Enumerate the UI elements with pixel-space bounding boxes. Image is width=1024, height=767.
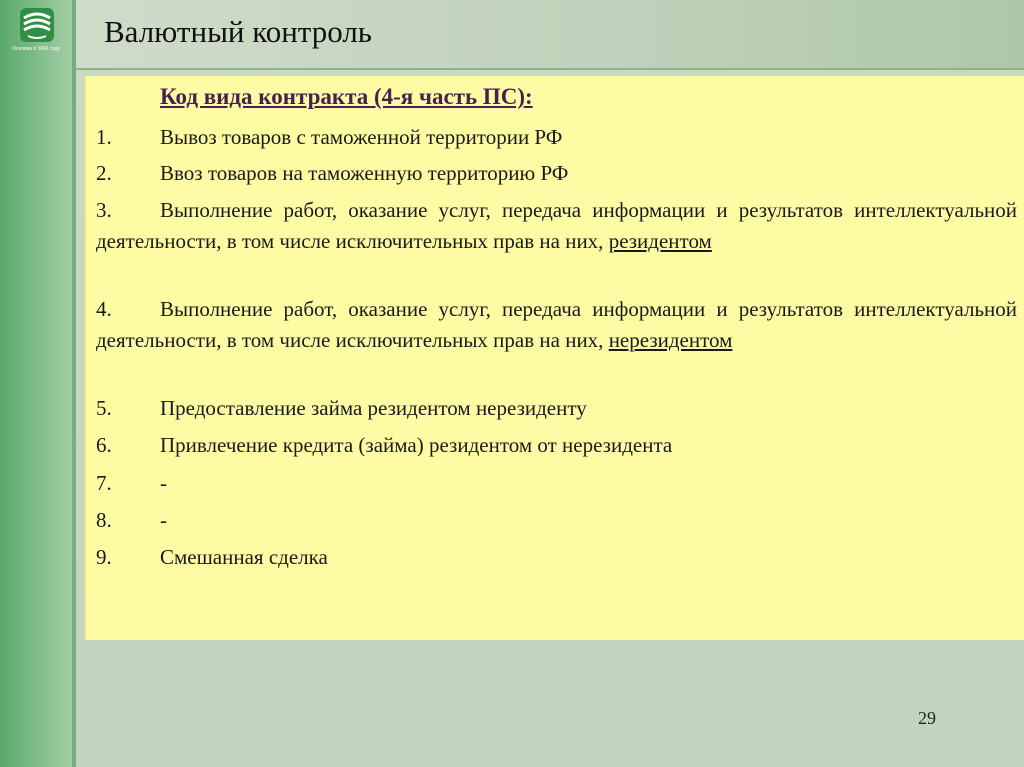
item-text: Предоставление займа резидентом нерезиденту [160,396,587,420]
item-text: Ввоз товаров на таможенную территорию РФ [160,161,569,185]
list-item [96,542,1017,573]
list-item [96,294,1017,356]
item-emphasis: резидентом [608,229,712,253]
item-number: 8. [96,508,112,532]
list-item [96,122,1017,153]
item-text: Смешанная сделка [160,545,328,569]
item-number: 4. [96,297,112,321]
item-number: 5. [96,396,112,420]
item-text: Привлечение кредита (займа) резидентом от нерезидента [160,433,673,457]
list-item [96,158,1017,189]
list-item [96,430,1017,461]
page-number: 29 [918,708,936,728]
left-decorative-band [0,0,76,767]
item-number: 3. [96,198,112,222]
item-text: - [160,508,167,532]
item-text: Выполнение работ, оказание услуг, передача информации и результатов интеллектуальной деятельности, в том числе исключительных прав на них, [96,297,1017,352]
list-item [96,468,1017,499]
list-item [96,393,1017,424]
item-text: - [160,471,167,495]
list-item [96,505,1017,536]
item-text: Выполнение работ, оказание услуг, передача информации и результатов интеллектуальной деятельности, в том числе исключительных прав на них, [96,198,1017,253]
item-number: 6. [96,433,112,457]
logo-caption: Основан в 1841 году [12,46,60,52]
item-number: 2. [96,161,112,185]
item-number: 7. [96,471,112,495]
list-heading: Код вида контракта (4-я часть ПС): [160,84,533,109]
item-number: 1. [96,125,112,149]
content-box [84,76,1024,640]
item-number: 9. [96,545,112,569]
sberbank-logo-icon [6,6,68,62]
list-item [96,195,1017,257]
slide-title: Валютный контроль [104,14,372,49]
item-text: Вывоз товаров с таможенной территории РФ [160,125,563,149]
item-emphasis: нерезидентом [608,328,733,352]
